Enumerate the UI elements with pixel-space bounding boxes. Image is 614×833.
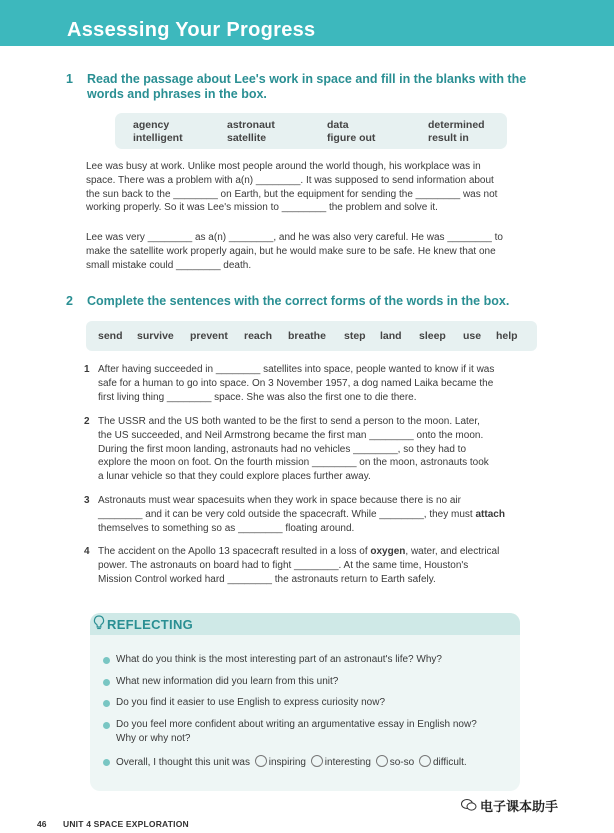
- word-breathe: breathe: [288, 330, 326, 342]
- text-line: Do you feel more confident about writing an argumentative essay in English now?: [116, 719, 477, 730]
- item-number: 3: [84, 495, 90, 506]
- word-figure-out: figure out: [327, 132, 376, 144]
- option-difficult-label: difficult.: [432, 757, 467, 768]
- option-so-so-radio[interactable]: [376, 755, 388, 767]
- bullet-icon: [103, 759, 110, 766]
- q1-word-box: [115, 113, 507, 149]
- page-header: [0, 0, 614, 46]
- reflecting-item-2: What new information did you learn from this unit?: [116, 676, 339, 687]
- word-step: step: [344, 330, 366, 342]
- reflecting-item-4: [116, 718, 506, 746]
- item-number: 1: [84, 364, 90, 375]
- page-title: Assessing Your Progress: [67, 19, 316, 41]
- option-inspiring-radio[interactable]: [255, 755, 267, 767]
- text-line: Lee was busy at work. Unlike most people around the world though, his workplace was in: [86, 161, 481, 172]
- text-line: themselves to something so as ________ floating around.: [98, 522, 355, 534]
- item-number: 2: [84, 416, 90, 427]
- text-line: The accident on the Apollo 13 spacecraft resulted in a loss of: [98, 546, 371, 557]
- bullet-icon: [103, 700, 110, 707]
- q1-paragraph-2: [86, 231, 538, 272]
- word-use: use: [463, 330, 482, 342]
- bold-word-oxygen: oxygen: [370, 546, 406, 557]
- word-send: send: [98, 330, 123, 342]
- page-number: 46: [37, 819, 47, 829]
- bullet-icon: [103, 657, 110, 664]
- watermark-text: 电子课本助手: [480, 799, 559, 814]
- word-prevent: prevent: [190, 330, 228, 342]
- bold-word-attach: attach: [475, 508, 505, 520]
- text-line: , water, and electrical: [405, 546, 500, 557]
- bullet-icon: [103, 722, 110, 729]
- wechat-icon: [461, 798, 477, 812]
- bullet-icon: [103, 679, 110, 686]
- text-line: During the first moon landing, astronauts had no vehicles ________, so they had to: [98, 443, 467, 455]
- word-determined: determined: [428, 119, 485, 131]
- text-line: Lee was very ________ as a(n) ________, and he was also very careful. He was ________ to: [86, 232, 503, 243]
- reflecting-title: REFLECTING: [107, 617, 194, 632]
- text-line: first living thing ________ space. She was also the first one to die there.: [98, 391, 417, 403]
- item-number: 4: [84, 546, 90, 557]
- word-help: help: [496, 330, 518, 342]
- q2-word-box: [86, 321, 537, 351]
- text-line: Astronauts must wear spacesuits when they work in space because there is no air: [98, 495, 461, 506]
- text-line: space. There was a problem with a(n) ________. It was supposed to send information about: [86, 174, 494, 186]
- word-astronaut: astronaut: [227, 119, 275, 131]
- word-satellite: satellite: [227, 132, 267, 144]
- reflecting-item-1: What do you think is the most interesting part of an astronaut's life? Why?: [116, 654, 442, 665]
- word-intelligent: intelligent: [133, 132, 183, 144]
- text-line: After having succeeded in ________ satellites into space, people wanted to know if it was: [98, 364, 495, 375]
- text-line: Mission Control worked hard ________ the astronauts return to Earth safely.: [98, 573, 436, 585]
- q1-number: 1: [66, 72, 73, 86]
- text-line: Overall, I thought this unit was: [116, 757, 250, 768]
- option-difficult-radio[interactable]: [419, 755, 431, 767]
- q1-paragraph-1: [86, 160, 538, 215]
- text-line: safe for a human to go into space. On 3 November 1957, a dog named Laika became the: [98, 377, 494, 389]
- option-inspiring-label: inspiring: [268, 757, 306, 768]
- option-interesting-radio[interactable]: [311, 755, 323, 767]
- reflecting-item-3: Do you find it easier to use English to express curiosity now?: [116, 697, 386, 708]
- text-line: explore the moon on foot. On the fourth mission ________ on the moon, astronauts took: [98, 457, 489, 469]
- text-line: The USSR and the US both wanted to be the first to send a person to the moon. Later,: [98, 416, 480, 427]
- text-line: the US succeeded, and Neil Armstrong became the first man ________ onto the moon.: [98, 429, 484, 441]
- q1-instruction-line2: words and phrases in the box.: [87, 87, 267, 101]
- option-interesting-label: interesting: [324, 757, 371, 768]
- text-line: power. The astronauts on board had to fight ________. At the same time, Houston's: [98, 559, 469, 571]
- text-line: small mistake could ________ death.: [86, 259, 252, 271]
- text-line: Why or why not?: [116, 733, 191, 744]
- lightbulb-icon: [93, 615, 105, 631]
- text-line: a lunar vehicle so that they could explore places further away.: [98, 471, 371, 483]
- q2-number: 2: [66, 294, 73, 308]
- option-so-so-label: so-so: [389, 757, 415, 768]
- text-line: working properly. So it was Lee's mission to ________ the problem and solve it.: [86, 202, 438, 214]
- word-data: data: [327, 119, 349, 131]
- word-reach: reach: [244, 330, 273, 342]
- unit-label: UNIT 4 SPACE EXPLORATION: [63, 819, 189, 829]
- text-line: the sun back to the ________ on Earth, but the equipment for sending the ________ was not: [86, 188, 498, 200]
- q1-instruction-line1: Read the passage about Lee's work in space and fill in the blanks with the: [87, 72, 527, 86]
- word-sleep: sleep: [419, 330, 446, 342]
- text-line: ________ and it can be very cold outside the spacecraft. While ________, they must: [98, 508, 476, 520]
- word-agency: agency: [133, 119, 170, 131]
- reflecting-item-5: [116, 755, 516, 770]
- text-line: make the satellite work properly again, but he would make sure to be safe. He knew that one: [86, 245, 496, 257]
- word-land: land: [380, 330, 402, 342]
- word-survive: survive: [137, 330, 174, 342]
- q2-instruction-text: Complete the sentences with the correct forms of the words in the box.: [87, 294, 510, 308]
- word-result-in: result in: [428, 132, 469, 144]
